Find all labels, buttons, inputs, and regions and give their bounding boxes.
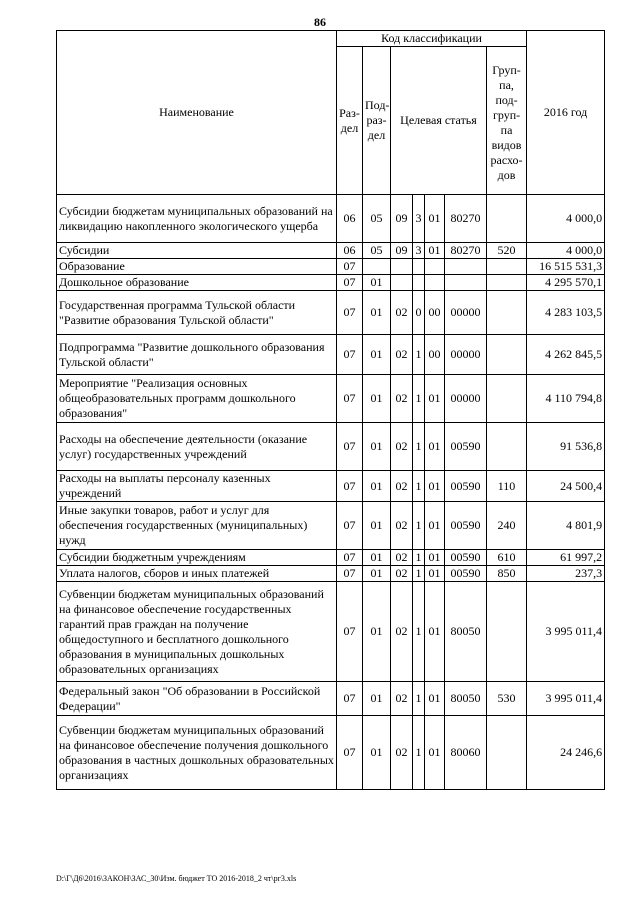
- cell-t4: 80050: [445, 582, 487, 682]
- cell-vr: [487, 335, 527, 375]
- cell-t1: 02: [391, 502, 413, 550]
- cell-t4: 80060: [445, 716, 487, 790]
- table-row: [57, 259, 605, 275]
- cell-t4: 00000: [445, 335, 487, 375]
- cell-rz: 07: [337, 375, 363, 423]
- cell-vr: 610: [487, 550, 527, 566]
- cell-rz: 07: [337, 550, 363, 566]
- cell-sum: 91 536,8: [527, 423, 605, 471]
- cell-sum: 4 295 570,1: [527, 275, 605, 291]
- cell-t2: [413, 275, 425, 291]
- cell-t1: [391, 259, 413, 275]
- cell-pr: 01: [363, 716, 391, 790]
- cell-t2: 1: [413, 550, 425, 566]
- cell-rz: 07: [337, 291, 363, 335]
- cell-pr: 01: [363, 550, 391, 566]
- cell-pr: 05: [363, 195, 391, 243]
- cell-pr: 01: [363, 335, 391, 375]
- cell-t4: 80270: [445, 243, 487, 259]
- cell-t4: 00000: [445, 375, 487, 423]
- cell-pr: [363, 259, 391, 275]
- cell-pr: 01: [363, 682, 391, 716]
- table-row: [57, 682, 605, 716]
- table-row: [57, 550, 605, 566]
- cell-name: Расходы на выплаты персоналу казенных учреждений: [57, 471, 337, 502]
- cell-sum: 4 000,0: [527, 243, 605, 259]
- cell-t3: 01: [425, 716, 445, 790]
- table-row: [57, 582, 605, 682]
- cell-t3: 01: [425, 682, 445, 716]
- cell-vr: [487, 582, 527, 682]
- cell-t3: 00: [425, 291, 445, 335]
- cell-t1: 02: [391, 423, 413, 471]
- cell-name: Государственная программа Тульской области "Развитие образования Тульской области": [57, 291, 337, 335]
- cell-t3: 01: [425, 582, 445, 682]
- cell-sum: 16 515 531,3: [527, 259, 605, 275]
- table-row: [57, 195, 605, 243]
- cell-rz: 07: [337, 335, 363, 375]
- cell-vr: 530: [487, 682, 527, 716]
- cell-name: Субвенции бюджетам муниципальных образований на финансовое обеспечение государственных гарантий прав граждан на получение общедоступного и бесплатного дошкольного образования в муниципальных дошкольных образовательных организациях: [57, 582, 337, 682]
- cell-sum: 4 262 845,5: [527, 335, 605, 375]
- cell-t3: [425, 259, 445, 275]
- cell-pr: 01: [363, 275, 391, 291]
- cell-t1: [391, 275, 413, 291]
- cell-t1: 09: [391, 195, 413, 243]
- table-row: [57, 716, 605, 790]
- cell-name: Субсидии: [57, 243, 337, 259]
- cell-vr: 110: [487, 471, 527, 502]
- cell-t3: [425, 275, 445, 291]
- cell-name: Субвенции бюджетам муниципальных образований на финансовое обеспечение получения дошкольного образования в частных дошкольных образовательных организациях: [57, 716, 337, 790]
- cell-t3: 01: [425, 375, 445, 423]
- cell-sum: 24 500,4: [527, 471, 605, 502]
- cell-pr: 01: [363, 502, 391, 550]
- cell-vr: 850: [487, 566, 527, 582]
- cell-name: Уплата налогов, сборов и иных платежей: [57, 566, 337, 582]
- budget-table: [56, 30, 605, 790]
- cell-t2: 1: [413, 502, 425, 550]
- cell-pr: 01: [363, 582, 391, 682]
- cell-t3: 01: [425, 550, 445, 566]
- cell-t3: 01: [425, 195, 445, 243]
- cell-rz: 07: [337, 682, 363, 716]
- table-row: [57, 423, 605, 471]
- cell-t1: 02: [391, 550, 413, 566]
- footer-file-path: D:\Г\Д6\2016\ЗАКОН\ЗАС_30\Изм. бюджет ТО 2016-2018_2 чт\рг3.xls: [56, 874, 297, 883]
- cell-name: Дошкольное образование: [57, 275, 337, 291]
- cell-t4: 00590: [445, 423, 487, 471]
- cell-vr: [487, 259, 527, 275]
- cell-t1: 02: [391, 291, 413, 335]
- cell-t2: 3: [413, 243, 425, 259]
- cell-sum: 3 995 011,4: [527, 682, 605, 716]
- table-row: [57, 243, 605, 259]
- cell-t2: 1: [413, 471, 425, 502]
- cell-rz: 07: [337, 259, 363, 275]
- table-row: [57, 375, 605, 423]
- cell-vr: 520: [487, 243, 527, 259]
- cell-sum: 4 110 794,8: [527, 375, 605, 423]
- cell-rz: 07: [337, 502, 363, 550]
- cell-t4: 00000: [445, 291, 487, 335]
- cell-t4: [445, 259, 487, 275]
- cell-pr: 01: [363, 471, 391, 502]
- cell-sum: 3 995 011,4: [527, 582, 605, 682]
- cell-pr: 01: [363, 375, 391, 423]
- cell-t1: 02: [391, 471, 413, 502]
- cell-t2: 1: [413, 335, 425, 375]
- cell-t2: 1: [413, 566, 425, 582]
- header-row-1: [57, 31, 605, 47]
- cell-rz: 06: [337, 243, 363, 259]
- cell-t1: 02: [391, 375, 413, 423]
- cell-t3: 01: [425, 423, 445, 471]
- cell-t2: 1: [413, 682, 425, 716]
- cell-t3: 01: [425, 243, 445, 259]
- cell-t1: 02: [391, 335, 413, 375]
- cell-vr: [487, 423, 527, 471]
- cell-vr: [487, 716, 527, 790]
- table-row: [57, 275, 605, 291]
- table-row: [57, 502, 605, 550]
- cell-name: Мероприятие "Реализация основных общеобразовательных программ дошкольного образования": [57, 375, 337, 423]
- header-year: 2016 год: [527, 31, 605, 195]
- cell-rz: 07: [337, 716, 363, 790]
- cell-sum: 24 246,6: [527, 716, 605, 790]
- header-podrazdel: Под- раз- дел: [363, 47, 391, 195]
- table-row: [57, 335, 605, 375]
- cell-t4: 00590: [445, 471, 487, 502]
- cell-t1: 02: [391, 682, 413, 716]
- cell-t2: 1: [413, 375, 425, 423]
- header-code-group: Код классификации: [337, 31, 527, 47]
- page-number: 86: [314, 15, 326, 29]
- cell-rz: 07: [337, 275, 363, 291]
- cell-name: Иные закупки товаров, работ и услуг для обеспечения государственных (муниципальных) нужд: [57, 502, 337, 550]
- cell-sum: 4 000,0: [527, 195, 605, 243]
- cell-pr: 01: [363, 423, 391, 471]
- header-name: Наименование: [57, 31, 337, 195]
- cell-t4: 00590: [445, 566, 487, 582]
- cell-name: Субсидии бюджетам муниципальных образований на ликвидацию накопленного экологического ущерба: [57, 195, 337, 243]
- cell-t1: 02: [391, 566, 413, 582]
- cell-rz: 07: [337, 471, 363, 502]
- cell-pr: 05: [363, 243, 391, 259]
- cell-pr: 01: [363, 566, 391, 582]
- cell-rz: 07: [337, 582, 363, 682]
- cell-sum: 4 801,9: [527, 502, 605, 550]
- cell-t2: 1: [413, 716, 425, 790]
- table-row: [57, 291, 605, 335]
- cell-name: Образование: [57, 259, 337, 275]
- cell-t4: [445, 275, 487, 291]
- cell-t2: [413, 259, 425, 275]
- cell-name: Субсидии бюджетным учреждениям: [57, 550, 337, 566]
- cell-sum: 4 283 103,5: [527, 291, 605, 335]
- table-row: [57, 566, 605, 582]
- cell-vr: [487, 291, 527, 335]
- cell-vr: [487, 195, 527, 243]
- table-row: [57, 471, 605, 502]
- cell-t3: 00: [425, 335, 445, 375]
- cell-t3: 01: [425, 566, 445, 582]
- header-target: Целевая статья: [391, 47, 487, 195]
- cell-t1: 09: [391, 243, 413, 259]
- cell-rz: 07: [337, 423, 363, 471]
- cell-rz: 07: [337, 566, 363, 582]
- cell-vr: [487, 375, 527, 423]
- cell-t3: 01: [425, 471, 445, 502]
- cell-t4: 00590: [445, 550, 487, 566]
- cell-name: Федеральный закон "Об образовании в Российской Федерации": [57, 682, 337, 716]
- cell-t1: 02: [391, 582, 413, 682]
- cell-t2: 1: [413, 582, 425, 682]
- cell-vr: 240: [487, 502, 527, 550]
- cell-t3: 01: [425, 502, 445, 550]
- cell-sum: 61 997,2: [527, 550, 605, 566]
- cell-t4: 00590: [445, 502, 487, 550]
- cell-t2: 1: [413, 423, 425, 471]
- header-group: Груп- па, под- груп- па видов расхо- дов: [487, 47, 527, 195]
- header-razdel: Раз- дел: [337, 47, 363, 195]
- budget-rows: [57, 195, 605, 790]
- cell-t1: 02: [391, 716, 413, 790]
- cell-t4: 80270: [445, 195, 487, 243]
- cell-sum: 237,3: [527, 566, 605, 582]
- cell-t2: 3: [413, 195, 425, 243]
- cell-name: Подпрограмма "Развитие дошкольного образования Тульской области": [57, 335, 337, 375]
- cell-vr: [487, 275, 527, 291]
- cell-pr: 01: [363, 291, 391, 335]
- cell-t2: 0: [413, 291, 425, 335]
- cell-name: Расходы на обеспечение деятельности (оказание услуг) государственных учреждений: [57, 423, 337, 471]
- cell-t4: 80050: [445, 682, 487, 716]
- cell-rz: 06: [337, 195, 363, 243]
